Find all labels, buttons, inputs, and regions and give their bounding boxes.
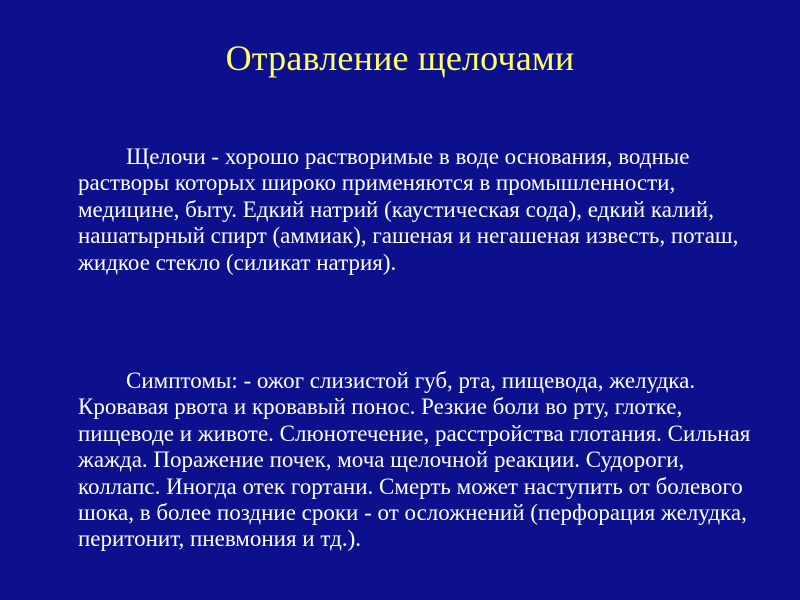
paragraph-definition: Щелочи - хорошо растворимые в воде основания, водные растворы которых широко применяются в промышленности, медицине, быту. Едкий натрий (каустическая сода), едкий калий, нашатырный спирт (аммиак), гашеная и негашеная известь, поташ, жидкое стекло (силикат натрия). [78, 144, 739, 275]
slide-title: Отравление щелочами [225, 38, 575, 78]
paragraph-symptoms: Симптомы: - ожог слизистой губ, рта, пищевода, желудка. Кровавая рвота и кровавый понос. Резкие боли во рту, глотке, пищеводе и животе. Слюнотечение, расстройства глотания. Сильная жажда. Поражение почек, моча щелочной реакции. Судороги, коллапс. Иногда отек гортани. Смерть может наступить от болевого шока, в более поздние сроки - от осложнений (перфорация желудка, перитонит, пневмония и тд.). [78, 368, 751, 552]
